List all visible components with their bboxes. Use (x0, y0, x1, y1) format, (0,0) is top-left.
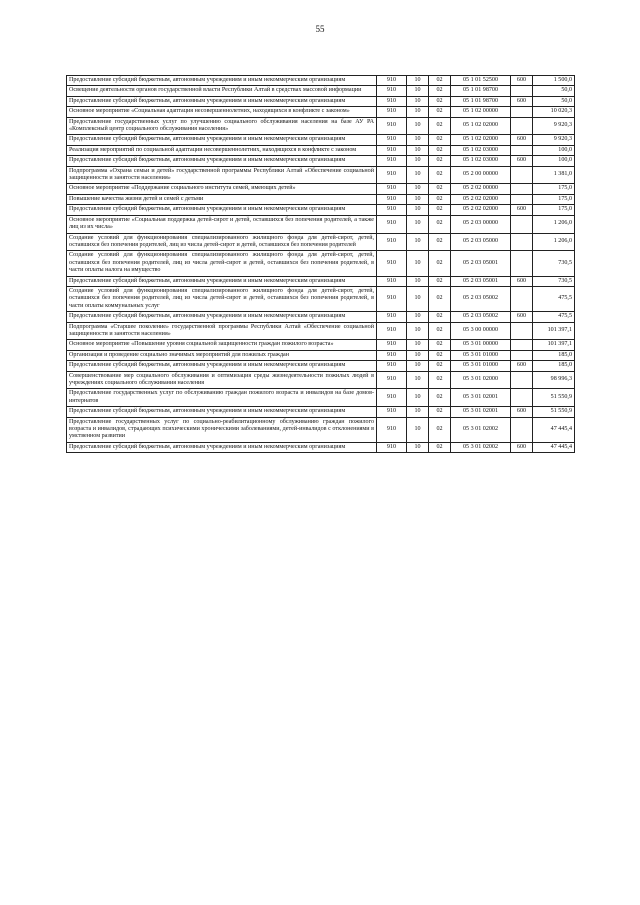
row-expense-type-cell (511, 417, 533, 442)
row-sum-cell: 47 445,4 (533, 442, 575, 452)
row-grbs-cell: 910 (377, 117, 407, 135)
row-section-cell: 10 (407, 340, 429, 350)
row-grbs-cell: 910 (377, 350, 407, 360)
row-target-article-cell: 05 2 02 00000 (451, 184, 511, 194)
row-target-article-cell: 05 3 01 02002 (451, 417, 511, 442)
row-target-article-cell: 05 2 03 05002 (451, 312, 511, 322)
row-target-article-cell: 05 2 02 02000 (451, 194, 511, 204)
row-target-article-cell: 05 1 02 03000 (451, 156, 511, 166)
row-subsection-cell: 02 (429, 322, 451, 340)
row-expense-type-cell (511, 251, 533, 276)
row-name-cell: Совершенствование мер социального обслуживания и оптимизация среды жизнедеятельности пожилых людей в учреждениях социального обслуживания населения (67, 371, 377, 389)
row-expense-type-cell (511, 371, 533, 389)
row-section-cell: 10 (407, 233, 429, 251)
row-expense-type-cell (511, 86, 533, 96)
row-grbs-cell: 910 (377, 417, 407, 442)
row-subsection-cell: 02 (429, 251, 451, 276)
row-name-cell: Повышение качества жизни детей и семей с детьми (67, 194, 377, 204)
row-expense-type-cell: 600 (511, 312, 533, 322)
row-name-cell: Предоставление субсидий бюджетным, автономным учреждениям и иным некоммерческим организациям (67, 96, 377, 106)
table-row (67, 442, 575, 452)
table-row (67, 340, 575, 350)
row-grbs-cell: 910 (377, 156, 407, 166)
row-name-cell: Предоставление субсидий бюджетным, автономным учреждениям и иным некоммерческим организациям (67, 205, 377, 215)
table-row (67, 76, 575, 86)
row-subsection-cell: 02 (429, 389, 451, 407)
table-row (67, 86, 575, 96)
row-sum-cell: 185,0 (533, 350, 575, 360)
row-name-cell: Предоставление субсидий бюджетным, автономным учреждениям и иным некоммерческим организациям (67, 407, 377, 417)
row-subsection-cell: 02 (429, 350, 451, 360)
row-expense-type-cell (511, 107, 533, 117)
row-name-cell: Предоставление государственных услуг по обслуживанию граждан пожилого возраста и инвалидов на базе домов-интернатов (67, 389, 377, 407)
row-section-cell: 10 (407, 135, 429, 145)
row-sum-cell: 47 445,4 (533, 417, 575, 442)
row-subsection-cell: 02 (429, 166, 451, 184)
row-sum-cell: 175,0 (533, 205, 575, 215)
row-expense-type-cell (511, 389, 533, 407)
row-name-cell: Освещение деятельности органов государственной власти Республики Алтай в средствах массовой информации (67, 86, 377, 96)
row-expense-type-cell (511, 233, 533, 251)
row-sum-cell: 50,0 (533, 96, 575, 106)
row-grbs-cell: 910 (377, 361, 407, 371)
row-section-cell: 10 (407, 145, 429, 155)
row-section-cell: 10 (407, 442, 429, 452)
row-section-cell: 10 (407, 251, 429, 276)
table-row (67, 322, 575, 340)
table-row (67, 184, 575, 194)
table-row (67, 156, 575, 166)
row-subsection-cell: 02 (429, 417, 451, 442)
row-target-article-cell: 05 2 02 02000 (451, 205, 511, 215)
row-target-article-cell: 05 3 01 01000 (451, 350, 511, 360)
row-sum-cell: 10 020,3 (533, 107, 575, 117)
row-sum-cell: 100,0 (533, 156, 575, 166)
row-name-cell: Предоставление субсидий бюджетным, автономным учреждениям и иным некоммерческим организациям (67, 361, 377, 371)
row-expense-type-cell (511, 145, 533, 155)
row-grbs-cell: 910 (377, 184, 407, 194)
row-target-article-cell: 05 3 01 01000 (451, 361, 511, 371)
row-target-article-cell: 05 1 01 98700 (451, 96, 511, 106)
row-grbs-cell: 910 (377, 166, 407, 184)
row-target-article-cell: 05 3 00 00000 (451, 322, 511, 340)
row-target-article-cell: 05 1 02 02000 (451, 135, 511, 145)
row-section-cell: 10 (407, 407, 429, 417)
row-name-cell: Предоставление государственных услуг по социально-реабилитационному обслуживанию граждан пожилого возраста и инвалидов, страдающих психическими хроническими заболеваниями, детей-инвалидов с отклонениями в умственном развитии (67, 417, 377, 442)
budget-table-body (67, 76, 575, 453)
row-expense-type-cell (511, 322, 533, 340)
row-grbs-cell: 910 (377, 389, 407, 407)
row-name-cell: Основное мероприятие «Повышение уровня социальной защищенности граждан пожилого возраста» (67, 340, 377, 350)
row-sum-cell: 730,5 (533, 251, 575, 276)
row-name-cell: Предоставление субсидий бюджетным, автономным учреждениям и иным некоммерческим организациям (67, 76, 377, 86)
row-target-article-cell: 05 3 01 02000 (451, 371, 511, 389)
row-grbs-cell: 910 (377, 233, 407, 251)
table-row (67, 166, 575, 184)
row-subsection-cell: 02 (429, 194, 451, 204)
table-row (67, 233, 575, 251)
row-subsection-cell: 02 (429, 107, 451, 117)
row-expense-type-cell: 600 (511, 361, 533, 371)
row-grbs-cell: 910 (377, 312, 407, 322)
row-subsection-cell: 02 (429, 145, 451, 155)
row-target-article-cell: 05 2 03 05001 (451, 251, 511, 276)
row-subsection-cell: 02 (429, 76, 451, 86)
row-grbs-cell: 910 (377, 251, 407, 276)
row-grbs-cell: 910 (377, 286, 407, 311)
row-sum-cell: 51 550,9 (533, 389, 575, 407)
table-row (67, 417, 575, 442)
row-grbs-cell: 910 (377, 340, 407, 350)
table-row (67, 96, 575, 106)
row-grbs-cell: 910 (377, 276, 407, 286)
table-row (67, 107, 575, 117)
row-name-cell: Создание условий для функционирования специализированного жилищного фонда для детей-сирот, детей, оставшихся без попечения родителей, лиц из числа детей-сирот и детей, оставшихся без попечения родителей (67, 233, 377, 251)
row-grbs-cell: 910 (377, 205, 407, 215)
table-row (67, 205, 575, 215)
row-sum-cell: 50,0 (533, 86, 575, 96)
row-subsection-cell: 02 (429, 135, 451, 145)
row-subsection-cell: 02 (429, 184, 451, 194)
row-subsection-cell: 02 (429, 205, 451, 215)
row-grbs-cell: 910 (377, 76, 407, 86)
row-subsection-cell: 02 (429, 276, 451, 286)
row-sum-cell: 1 500,0 (533, 76, 575, 86)
row-expense-type-cell (511, 166, 533, 184)
row-name-cell: Предоставление субсидий бюджетным, автономным учреждениям и иным некоммерческим организациям (67, 276, 377, 286)
row-subsection-cell: 02 (429, 312, 451, 322)
page-number: 55 (315, 24, 325, 34)
table-row (67, 312, 575, 322)
row-expense-type-cell (511, 194, 533, 204)
row-target-article-cell: 05 2 00 00000 (451, 166, 511, 184)
row-grbs-cell: 910 (377, 371, 407, 389)
table-row (67, 135, 575, 145)
table-row (67, 407, 575, 417)
row-section-cell: 10 (407, 371, 429, 389)
row-expense-type-cell: 600 (511, 276, 533, 286)
row-section-cell: 10 (407, 205, 429, 215)
row-expense-type-cell (511, 215, 533, 233)
row-sum-cell: 51 550,9 (533, 407, 575, 417)
row-sum-cell: 730,5 (533, 276, 575, 286)
row-expense-type-cell (511, 184, 533, 194)
row-expense-type-cell: 600 (511, 156, 533, 166)
row-name-cell: Предоставление субсидий бюджетным, автономным учреждениям и иным некоммерческим организациям (67, 312, 377, 322)
row-name-cell: Создание условий для функционирования специализированного жилищного фонда для детей-сирот, детей, оставшихся без попечения родителей, лиц из числа детей-сирот и детей, оставшихся без попечения родителей, в части оплаты налога на имущество (67, 251, 377, 276)
row-section-cell: 10 (407, 86, 429, 96)
row-expense-type-cell: 600 (511, 407, 533, 417)
row-subsection-cell: 02 (429, 86, 451, 96)
row-grbs-cell: 910 (377, 86, 407, 96)
row-section-cell: 10 (407, 312, 429, 322)
row-subsection-cell: 02 (429, 156, 451, 166)
row-grbs-cell: 910 (377, 96, 407, 106)
row-grbs-cell: 910 (377, 407, 407, 417)
row-subsection-cell: 02 (429, 442, 451, 452)
row-subsection-cell: 02 (429, 117, 451, 135)
row-target-article-cell: 05 2 03 00000 (451, 215, 511, 233)
row-section-cell: 10 (407, 76, 429, 86)
row-expense-type-cell (511, 117, 533, 135)
row-section-cell: 10 (407, 322, 429, 340)
table-row (67, 145, 575, 155)
row-name-cell: Основное мероприятие «Поддержание социального института семей, имеющих детей» (67, 184, 377, 194)
row-target-article-cell: 05 3 01 00000 (451, 340, 511, 350)
row-grbs-cell: 910 (377, 194, 407, 204)
row-name-cell: Подпрограмма «Старшее поколение» государственной программы Республики Алтай «Обеспечение социальной защищенности и занятости населения» (67, 322, 377, 340)
row-subsection-cell: 02 (429, 96, 451, 106)
row-section-cell: 10 (407, 417, 429, 442)
row-grbs-cell: 910 (377, 135, 407, 145)
row-expense-type-cell: 600 (511, 135, 533, 145)
row-target-article-cell: 05 1 01 98700 (451, 86, 511, 96)
row-name-cell: Основное мероприятие «Социальная поддержка детей-сирот и детей, оставшихся без попечения родителей, а также лиц из их числа» (67, 215, 377, 233)
row-subsection-cell: 02 (429, 361, 451, 371)
row-subsection-cell: 02 (429, 340, 451, 350)
table-row (67, 215, 575, 233)
row-name-cell: Предоставление субсидий бюджетным, автономным учреждениям и иным некоммерческим организациям (67, 135, 377, 145)
row-sum-cell: 1 206,0 (533, 215, 575, 233)
row-section-cell: 10 (407, 184, 429, 194)
row-expense-type-cell (511, 340, 533, 350)
row-section-cell: 10 (407, 107, 429, 117)
table-row (67, 389, 575, 407)
row-expense-type-cell: 600 (511, 96, 533, 106)
row-expense-type-cell: 600 (511, 205, 533, 215)
row-expense-type-cell (511, 350, 533, 360)
table-row (67, 117, 575, 135)
row-target-article-cell: 05 2 03 05001 (451, 276, 511, 286)
row-sum-cell: 1 206,0 (533, 233, 575, 251)
row-section-cell: 10 (407, 361, 429, 371)
row-subsection-cell: 02 (429, 286, 451, 311)
table-row (67, 194, 575, 204)
row-sum-cell: 9 920,3 (533, 117, 575, 135)
row-target-article-cell: 05 1 02 00000 (451, 107, 511, 117)
row-name-cell: Предоставление субсидий бюджетным, автономным учреждениям и иным некоммерческим организациям (67, 156, 377, 166)
row-target-article-cell: 05 1 02 02000 (451, 117, 511, 135)
row-subsection-cell: 02 (429, 407, 451, 417)
table-row (67, 276, 575, 286)
row-sum-cell: 175,0 (533, 184, 575, 194)
row-name-cell: Предоставление субсидий бюджетным, автономным учреждениям и иным некоммерческим организациям (67, 442, 377, 452)
row-target-article-cell: 05 2 03 05002 (451, 286, 511, 311)
row-sum-cell: 175,0 (533, 194, 575, 204)
table-row (67, 251, 575, 276)
row-subsection-cell: 02 (429, 215, 451, 233)
row-target-article-cell: 05 1 01 52500 (451, 76, 511, 86)
row-section-cell: 10 (407, 215, 429, 233)
row-sum-cell: 475,5 (533, 286, 575, 311)
row-sum-cell: 100,0 (533, 145, 575, 155)
row-name-cell: Реализация мероприятий по социальной адаптации несовершеннолетних, находящихся в конфликте с законом (67, 145, 377, 155)
row-sum-cell: 9 920,3 (533, 135, 575, 145)
row-target-article-cell: 05 3 01 02001 (451, 389, 511, 407)
row-sum-cell: 475,5 (533, 312, 575, 322)
row-target-article-cell: 05 2 03 05000 (451, 233, 511, 251)
row-section-cell: 10 (407, 194, 429, 204)
row-name-cell: Создание условий для функционирования специализированного жилищного фонда для детей-сирот, детей, оставшихся без попечения родителей, лиц из числа детей-сирот и детей, оставшихся без попечения родителей, в части оплаты коммунальных услуг (67, 286, 377, 311)
row-target-article-cell: 05 3 01 02001 (451, 407, 511, 417)
row-section-cell: 10 (407, 117, 429, 135)
table-row (67, 286, 575, 311)
row-name-cell: Предоставление государственных услуг по улучшению социального обслуживания населения на базе АУ РА «Комплексный центр социального обслуживания населения» (67, 117, 377, 135)
row-sum-cell: 1 381,0 (533, 166, 575, 184)
row-name-cell: Организация и проведение социально значимых мероприятий для пожилых граждан (67, 350, 377, 360)
budget-table (66, 75, 575, 453)
row-subsection-cell: 02 (429, 371, 451, 389)
row-section-cell: 10 (407, 166, 429, 184)
row-sum-cell: 185,0 (533, 361, 575, 371)
row-section-cell: 10 (407, 286, 429, 311)
row-expense-type-cell: 600 (511, 442, 533, 452)
row-name-cell: Основное мероприятие «Социальная адаптация несовершеннолетних, находящихся в конфликте с законом» (67, 107, 377, 117)
row-target-article-cell: 05 1 02 03000 (451, 145, 511, 155)
table-row (67, 350, 575, 360)
row-sum-cell: 101 397,1 (533, 322, 575, 340)
row-subsection-cell: 02 (429, 233, 451, 251)
row-section-cell: 10 (407, 276, 429, 286)
row-sum-cell: 98 996,3 (533, 371, 575, 389)
row-grbs-cell: 910 (377, 215, 407, 233)
row-section-cell: 10 (407, 96, 429, 106)
row-expense-type-cell (511, 286, 533, 311)
row-section-cell: 10 (407, 156, 429, 166)
row-name-cell: Подпрограмма «Охрана семьи и детей» государственной программы Республики Алтай «Обеспечение социальной защищенности и занятости населения» (67, 166, 377, 184)
row-grbs-cell: 910 (377, 107, 407, 117)
row-section-cell: 10 (407, 350, 429, 360)
row-section-cell: 10 (407, 389, 429, 407)
row-grbs-cell: 910 (377, 322, 407, 340)
row-grbs-cell: 910 (377, 145, 407, 155)
table-row (67, 371, 575, 389)
table-row (67, 361, 575, 371)
row-grbs-cell: 910 (377, 442, 407, 452)
row-expense-type-cell: 600 (511, 76, 533, 86)
row-sum-cell: 101 397,1 (533, 340, 575, 350)
row-target-article-cell: 05 3 01 02002 (451, 442, 511, 452)
